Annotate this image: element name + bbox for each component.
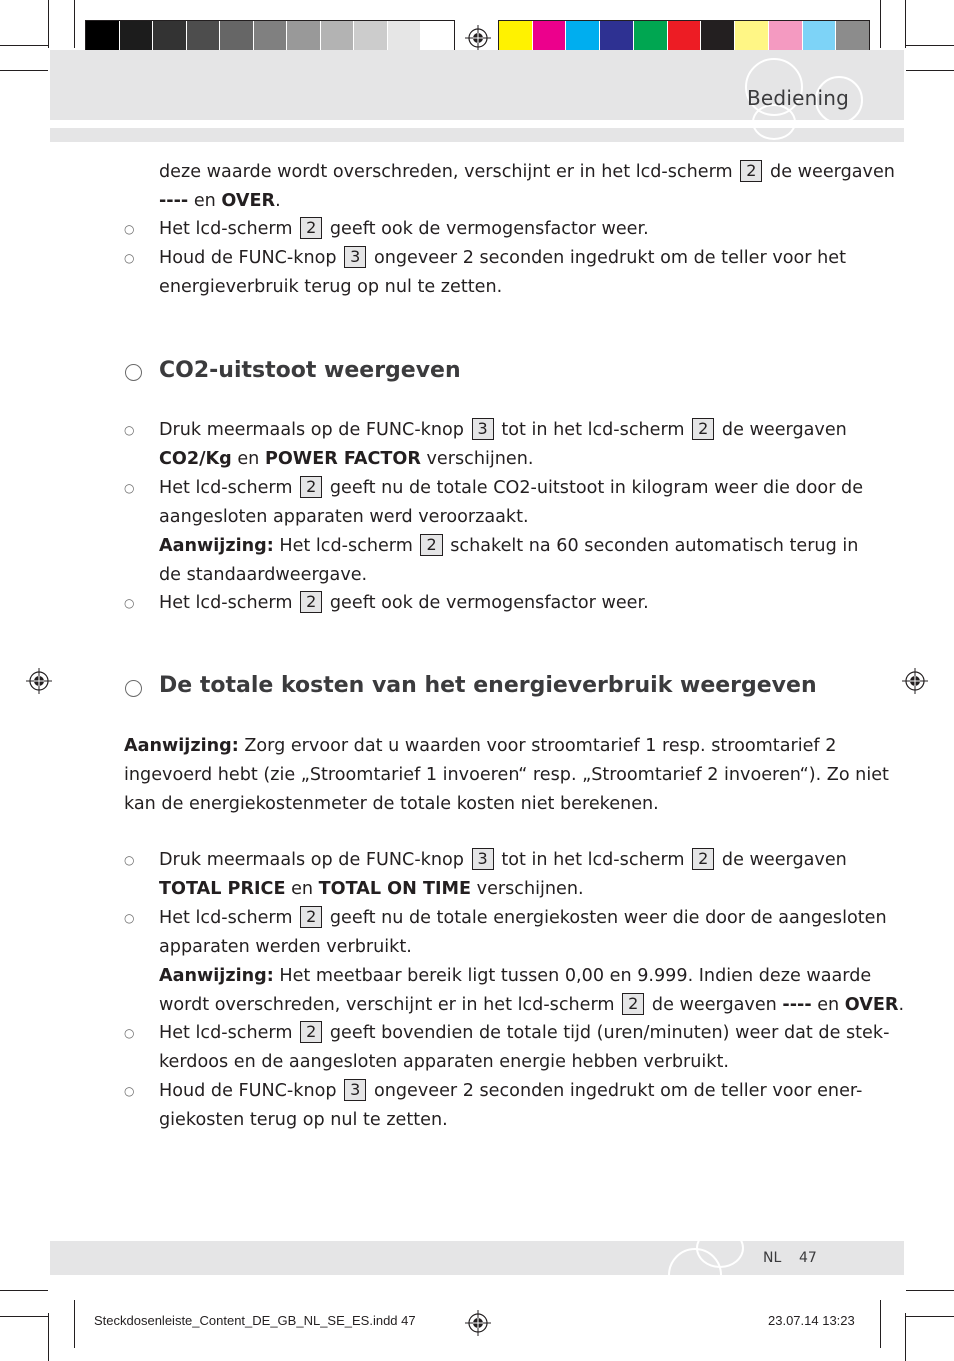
note-line: Aanwijzing: Het lcd-scherm 2 schakelt na 60 seconden automatisch terug in [159,535,859,556]
crop-mark [906,1290,954,1291]
bullet-icon: ○ [124,423,135,437]
note-line: wordt overschreden, verschijnt er in het lcd-scherm 2 de weergaven ---- en OVER. [159,994,905,1015]
crop-mark [906,70,954,71]
crop-mark [48,1313,49,1361]
crop-mark [906,45,954,46]
slug-date: 23.07.14 13:23 [768,1313,855,1328]
list-item-continuation: CO2/Kg en POWER FACTOR verschijnen. [159,449,534,469]
section-heading: CO2-uitstoot weergeven [159,358,461,383]
bullet-icon: ○ [124,222,135,236]
reference-number-box: 3 [344,246,366,268]
crop-mark [905,1313,906,1361]
list-item-continuation: giekosten terug op nul te zetten. [159,1110,448,1130]
note-line: Aanwijzing: Zorg ervoor dat u waarden voor stroomtarief 1 resp. stroomtarief 2 [124,736,837,756]
reference-number-box: 3 [472,418,494,440]
paragraph-line: deze waarde wordt overschreden, verschijnt er in het lcd-scherm 2 de weergaven [159,161,895,182]
list-item-continuation: TOTAL PRICE en TOTAL ON TIME verschijnen. [159,879,584,899]
slug-filename: Steckdosenleiste_Content_DE_GB_NL_SE_ES.indd 47 [94,1313,416,1328]
note-line: kan de energiekostenmeter de totale kosten niet berekenen. [124,794,659,814]
list-item: Houd de FUNC-knop 3 ongeveer 2 seconden ingedrukt om de teller voor ener- [159,1080,863,1101]
heading-circle-icon [125,680,142,697]
bullet-icon: ○ [124,1026,135,1040]
registration-mark-icon [465,25,491,51]
list-item-continuation: energieverbruik terug op nul te zetten. [159,277,503,297]
crop-mark [74,1300,75,1348]
heading-circle-icon [125,364,142,381]
crop-mark [905,0,906,48]
crop-mark [0,1290,48,1291]
bullet-icon: ○ [124,596,135,610]
registration-mark-icon [902,668,928,694]
note-line: ingevoerd hebt (zie „Stroomtarief 1 invoeren“ resp. „Stroomtarief 2 invoeren“). Zo niet [124,765,889,785]
reference-number-box: 2 [420,534,442,556]
list-item: Druk meermaals op de FUNC-knop 3 tot in het lcd-scherm 2 de weergaven [159,849,847,870]
list-item: Het lcd-scherm 2 geeft bovendien de totale tijd (uren/minuten) weer dat de stek- [159,1022,890,1043]
bullet-icon: ○ [124,911,135,925]
section-heading: De totale kosten van het energieverbruik weergeven [159,673,817,698]
registration-mark-icon [465,1310,491,1336]
list-item: Het lcd-scherm 2 geeft ook de vermogensfactor weer. [159,218,649,239]
bullet-icon: ○ [124,853,135,867]
list-item: Druk meermaals op de FUNC-knop 3 tot in het lcd-scherm 2 de weergaven [159,419,847,440]
paragraph-line: ---- en OVER. [159,191,281,211]
reference-number-box: 2 [300,1021,322,1043]
footer-language: NL [763,1250,782,1266]
crop-mark [74,0,75,48]
reference-number-box: 2 [300,906,322,928]
crop-mark [0,70,48,71]
bullet-icon: ○ [124,481,135,495]
reference-number-box: 2 [300,476,322,498]
crop-mark [906,1316,954,1317]
list-item-continuation: apparaten werden verbruikt. [159,937,412,957]
list-item: Het lcd-scherm 2 geeft nu de totale energiekosten weer die door de aangesloten [159,907,887,928]
list-item-continuation: aangesloten apparaten werd veroorzaakt. [159,507,529,527]
note-line: de standaardweergave. [159,565,368,585]
registration-mark-icon [26,668,52,694]
reference-number-box: 2 [692,418,714,440]
list-item: Houd de FUNC-knop 3 ongeveer 2 seconden ingedrukt om de teller voor het [159,247,846,268]
list-item-continuation: kerdoos en de aangesloten apparaten energie hebben verbruikt. [159,1052,729,1072]
list-item: Het lcd-scherm 2 geeft ook de vermogensfactor weer. [159,592,649,613]
bullet-icon: ○ [124,1084,135,1098]
page-number: 47 [799,1250,817,1266]
crop-mark [880,0,881,48]
reference-number-box: 2 [622,993,644,1015]
reference-number-box: 2 [692,848,714,870]
crop-mark [0,45,48,46]
reference-number-box: 2 [300,591,322,613]
reference-number-box: 3 [344,1079,366,1101]
reference-number-box: 2 [300,217,322,239]
crop-mark [880,1300,881,1348]
section-title: Bediening [747,86,849,110]
note-line: Aanwijzing: Het meetbaar bereik ligt tussen 0,00 en 9.999. Indien deze waarde [159,966,872,986]
list-item: Het lcd-scherm 2 geeft nu de totale CO2-uitstoot in kilogram weer die door de [159,477,864,498]
bullet-icon: ○ [124,251,135,265]
crop-mark [0,1316,48,1317]
crop-mark [48,0,49,48]
decorative-circle [696,1228,744,1268]
reference-number-box: 2 [740,160,762,182]
reference-number-box: 3 [472,848,494,870]
